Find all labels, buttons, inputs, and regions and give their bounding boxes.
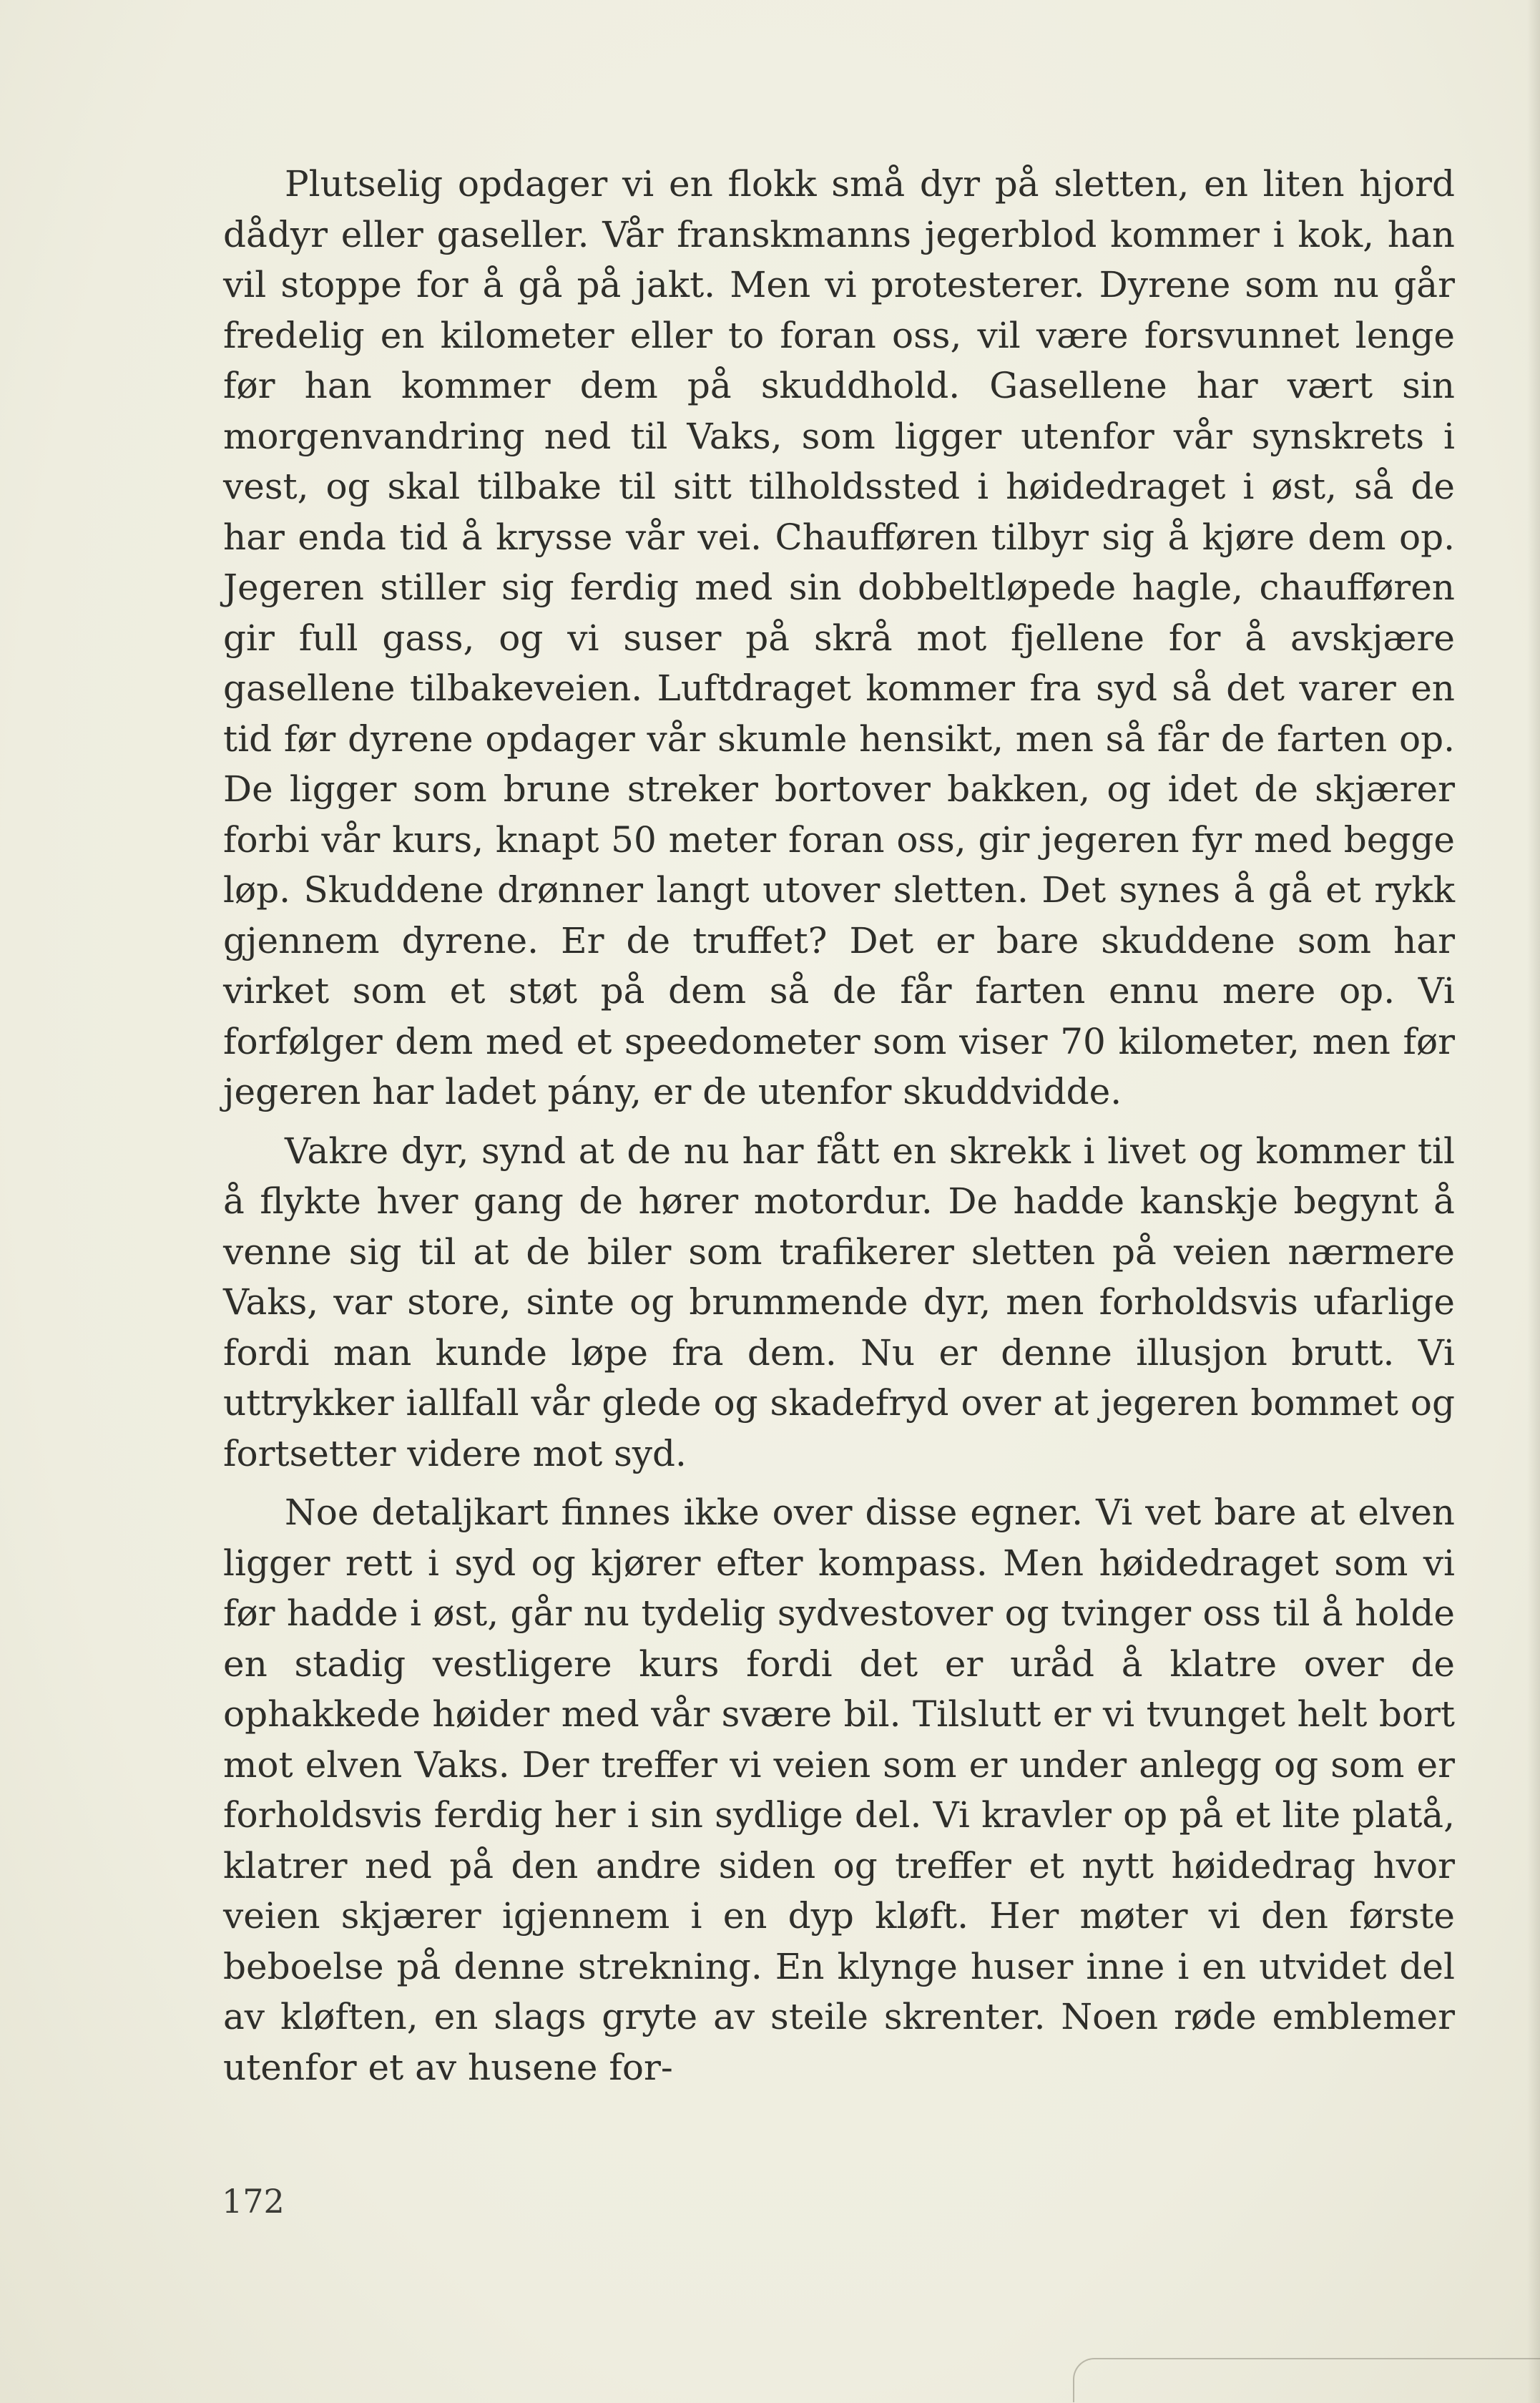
page-number: 172 — [222, 2182, 285, 2221]
page-edge-shadow — [1527, 0, 1540, 2403]
body-text — [223, 159, 1455, 2093]
paragraph-3: Noe detaljkart finnes ikke over disse egner. Vi vet bare at elven ligger rett i syd og kjører efter kompass. Men høidedraget som vi før hadde i øst, går nu tydelig sydvestover og tvinger oss til å holde en stadig vestligere kurs fordi det er uråd å klatre over de ophakkede høider med vår svære bil. Tilslutt er vi tvunget helt bort mot elven Vaks. Der treffer vi veien som er under anlegg og som er forholdsvis ferdig her i sin sydlige del. Vi kravler op på et lite platå, klatrer ned på den andre siden og treffer et nytt høidedrag hvor veien skjærer igjennem i en dyp kløft. Her møter vi den første beboelse på denne strekning. En klynge huser inne i en utvidet del av kløften, en slags gryte av steile skrenter. Noen røde emblemer utenfor et av husene for- — [223, 1492, 1455, 2088]
paragraph-1: Plutselig opdager vi en flokk små dyr på sletten, en liten hjord dådyr eller gaseller. Vår franskmanns jegerblod kommer i kok, han vil stoppe for å gå på jakt. Men vi protesterer. Dyrene som nu går fredelig en kilometer eller to foran oss, vil være forsvunnet lenge før han kommer dem på skuddhold. Gasellene har vært sin morgenvandring ned til Vaks, som ligger utenfor vår synskrets i vest, og skal tilbake til sitt tilholdssted i høidedraget i øst, så de har enda tid å krysse vår vei. Chaufføren tilbyr sig å kjøre dem op. Jegeren stiller sig ferdig med sin dobbeltløpede hagle, chaufføren gir full gass, og vi suser på skrå mot fjellene for å avskjære gasellene tilbakeveien. Luftdraget kommer fra syd så det varer en tid før dyrene opdager vår skumle hensikt, men så får de farten op. De ligger som brune streker bortover bakken, og idet de skjærer forbi vår kurs, knapt 50 meter foran oss, gir jegeren fyr med begge løp. Skuddene drønner langt utover sletten. Det synes å gå et rykk gjennem dyrene. Er de truffet? Det er bare skuddene som har virket som et støt på dem så de får farten ennu mere op. Vi forfølger dem med et speedometer som viser 70 kilometer, men før jegeren har ladet pány, er de utenfor skuddvidde. — [223, 163, 1455, 1112]
paragraph-2: Vakre dyr, synd at de nu har fått en skrekk i livet og kommer til å flykte hver gang de hører motordur. De hadde kanskje begynt å venne sig til at de biler som trafikerer sletten på veien nærmere Vaks, var store, sinte og brummende dyr, men forholdsvis ufarlige fordi man kunde løpe fra dem. Nu er denne illusjon brutt. Vi uttrykker iallfall vår glede og skadefryd over at jegeren bommet og fortsetter videre mot syd. — [223, 1130, 1455, 1474]
paper-edge-mark — [1073, 2358, 1540, 2402]
